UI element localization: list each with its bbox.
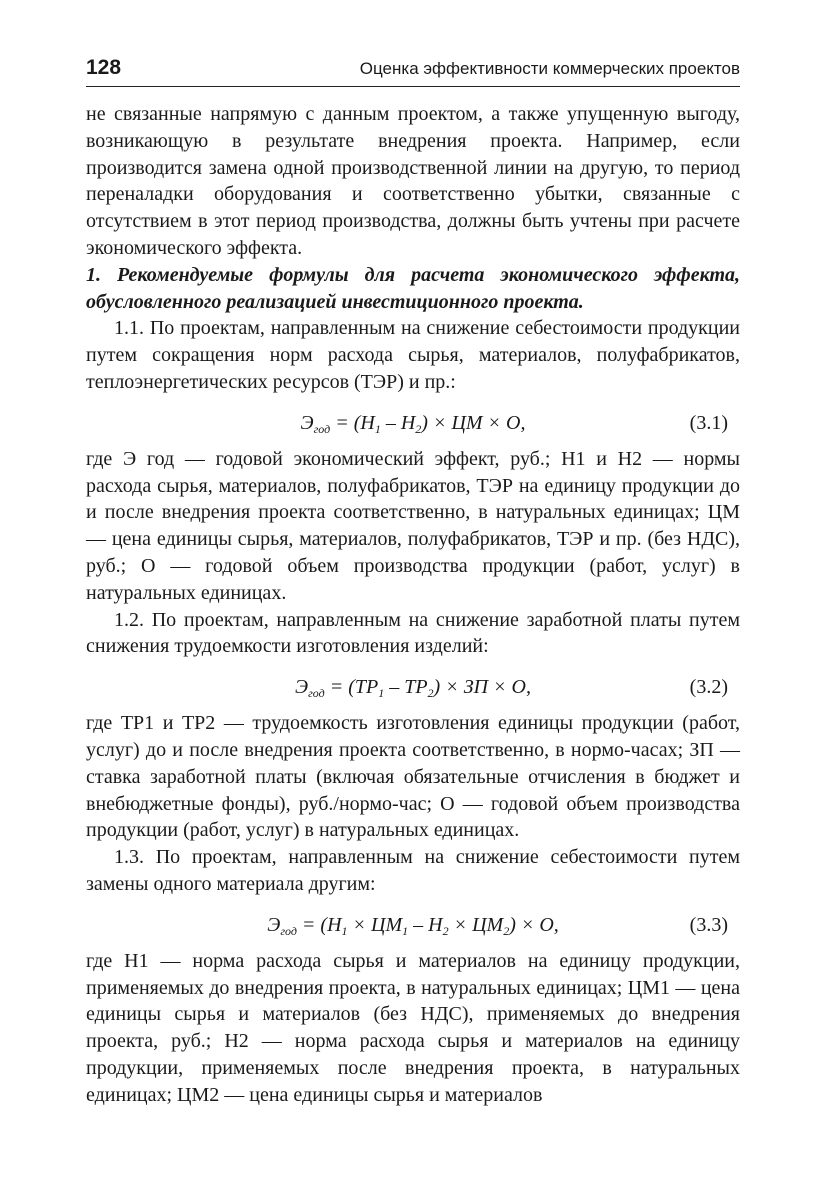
paragraph-1-1: 1.1. По проектам, направленным на снижение себестоимости продукции путем сокращения норм расхода сырья, материалов, полуфабрикатов, теплоэнергетических ресурсов (ТЭР) и пр.:	[86, 317, 740, 393]
running-title: Оценка эффективности коммерческих проектов	[359, 59, 740, 78]
paragraph-1-1-legend: где Э год — годовой экономический эффект, руб.; Н1 и Н2 — нормы расхода сырья, материалов, полуфабрикатов, ТЭР на единицу продукции до и после внедрения проекта соответственно, в натуральных единицах; ЦМ — цена единицы сырья, материалов, полуфабрикатов, ТЭР и пр. (без НДС), руб.; О — годовой объем производства продукции (работ, услуг) в натуральных единицах.	[86, 447, 740, 604]
page-header	[86, 54, 740, 87]
paragraph-1-2-legend: где ТР1 и ТР2 — трудоемкость изготовления единицы продукции (работ, услуг) до и после внедрения проекта соответственно, в нормо-часах; ЗП — ставка заработной платы (включая обязательные отчисления в бюджет и внебюджетные фонды), руб./нормо-час; О — годовой объем производства продукции (работ, услуг) в натуральных единицах.	[86, 712, 740, 842]
paragraph-1-3-legend: где Н1 — норма расхода сырья и материалов на единицу продукции, применяемых до внедрения проекта, в натуральных единицах; ЦМ1 — цена единицы сырья и материалов (без НДС), применяемых до внедрения проекта, руб.; Н2 — норма расхода сырья и материалов на единицу продукции, применяемых после внедрения проекта, в натуральных единицах; ЦМ2 — цена единицы сырья и материалов	[86, 949, 740, 1106]
paragraph-intro: не связанные напрямую с данным проектом, а также упущенную выгоду, возникающую в результате внедрения проекта. Например, если производится замена одной производственной линии на другую, то период переналадки оборудования и соответственно убытки, связанные с отсутствием в этот период производства, должны быть учтены при расчете экономического эффекта.	[86, 103, 740, 259]
page-body	[86, 101, 740, 1109]
paragraph-1-2: 1.2. По проектам, направленным на снижение заработной платы путем снижения трудоемкости изготовления изделий:	[86, 608, 740, 658]
paragraph-1-3: 1.3. По проектам, направленным на снижение себестоимости путем замены одного материала другим:	[86, 846, 740, 895]
formula-number: (3.1)	[689, 411, 728, 434]
formula-3-2: $Э_{год} = (ТР_1 - ТР_2)$ × ЗП × О, (3.2)	[86, 666, 740, 708]
formula-number: (3.2)	[689, 676, 728, 699]
formula-3-3: $Э_{год} = (Н_1 \times ЦМ_1 - Н_2 \times ЦМ_2) \times О$, (3.3)	[86, 904, 740, 946]
section-heading: 1. Рекомендуемые формулы для расчета экономического эффекта, обусловленного реализацией инвестиционного проекта.	[86, 263, 740, 313]
formula-3-1: $Э_{год} = (Н_1 - Н_2)$ × ЦМ × О, (3.1)	[86, 402, 740, 444]
formula-number: (3.3)	[689, 913, 728, 936]
page-number: 128	[86, 56, 122, 79]
